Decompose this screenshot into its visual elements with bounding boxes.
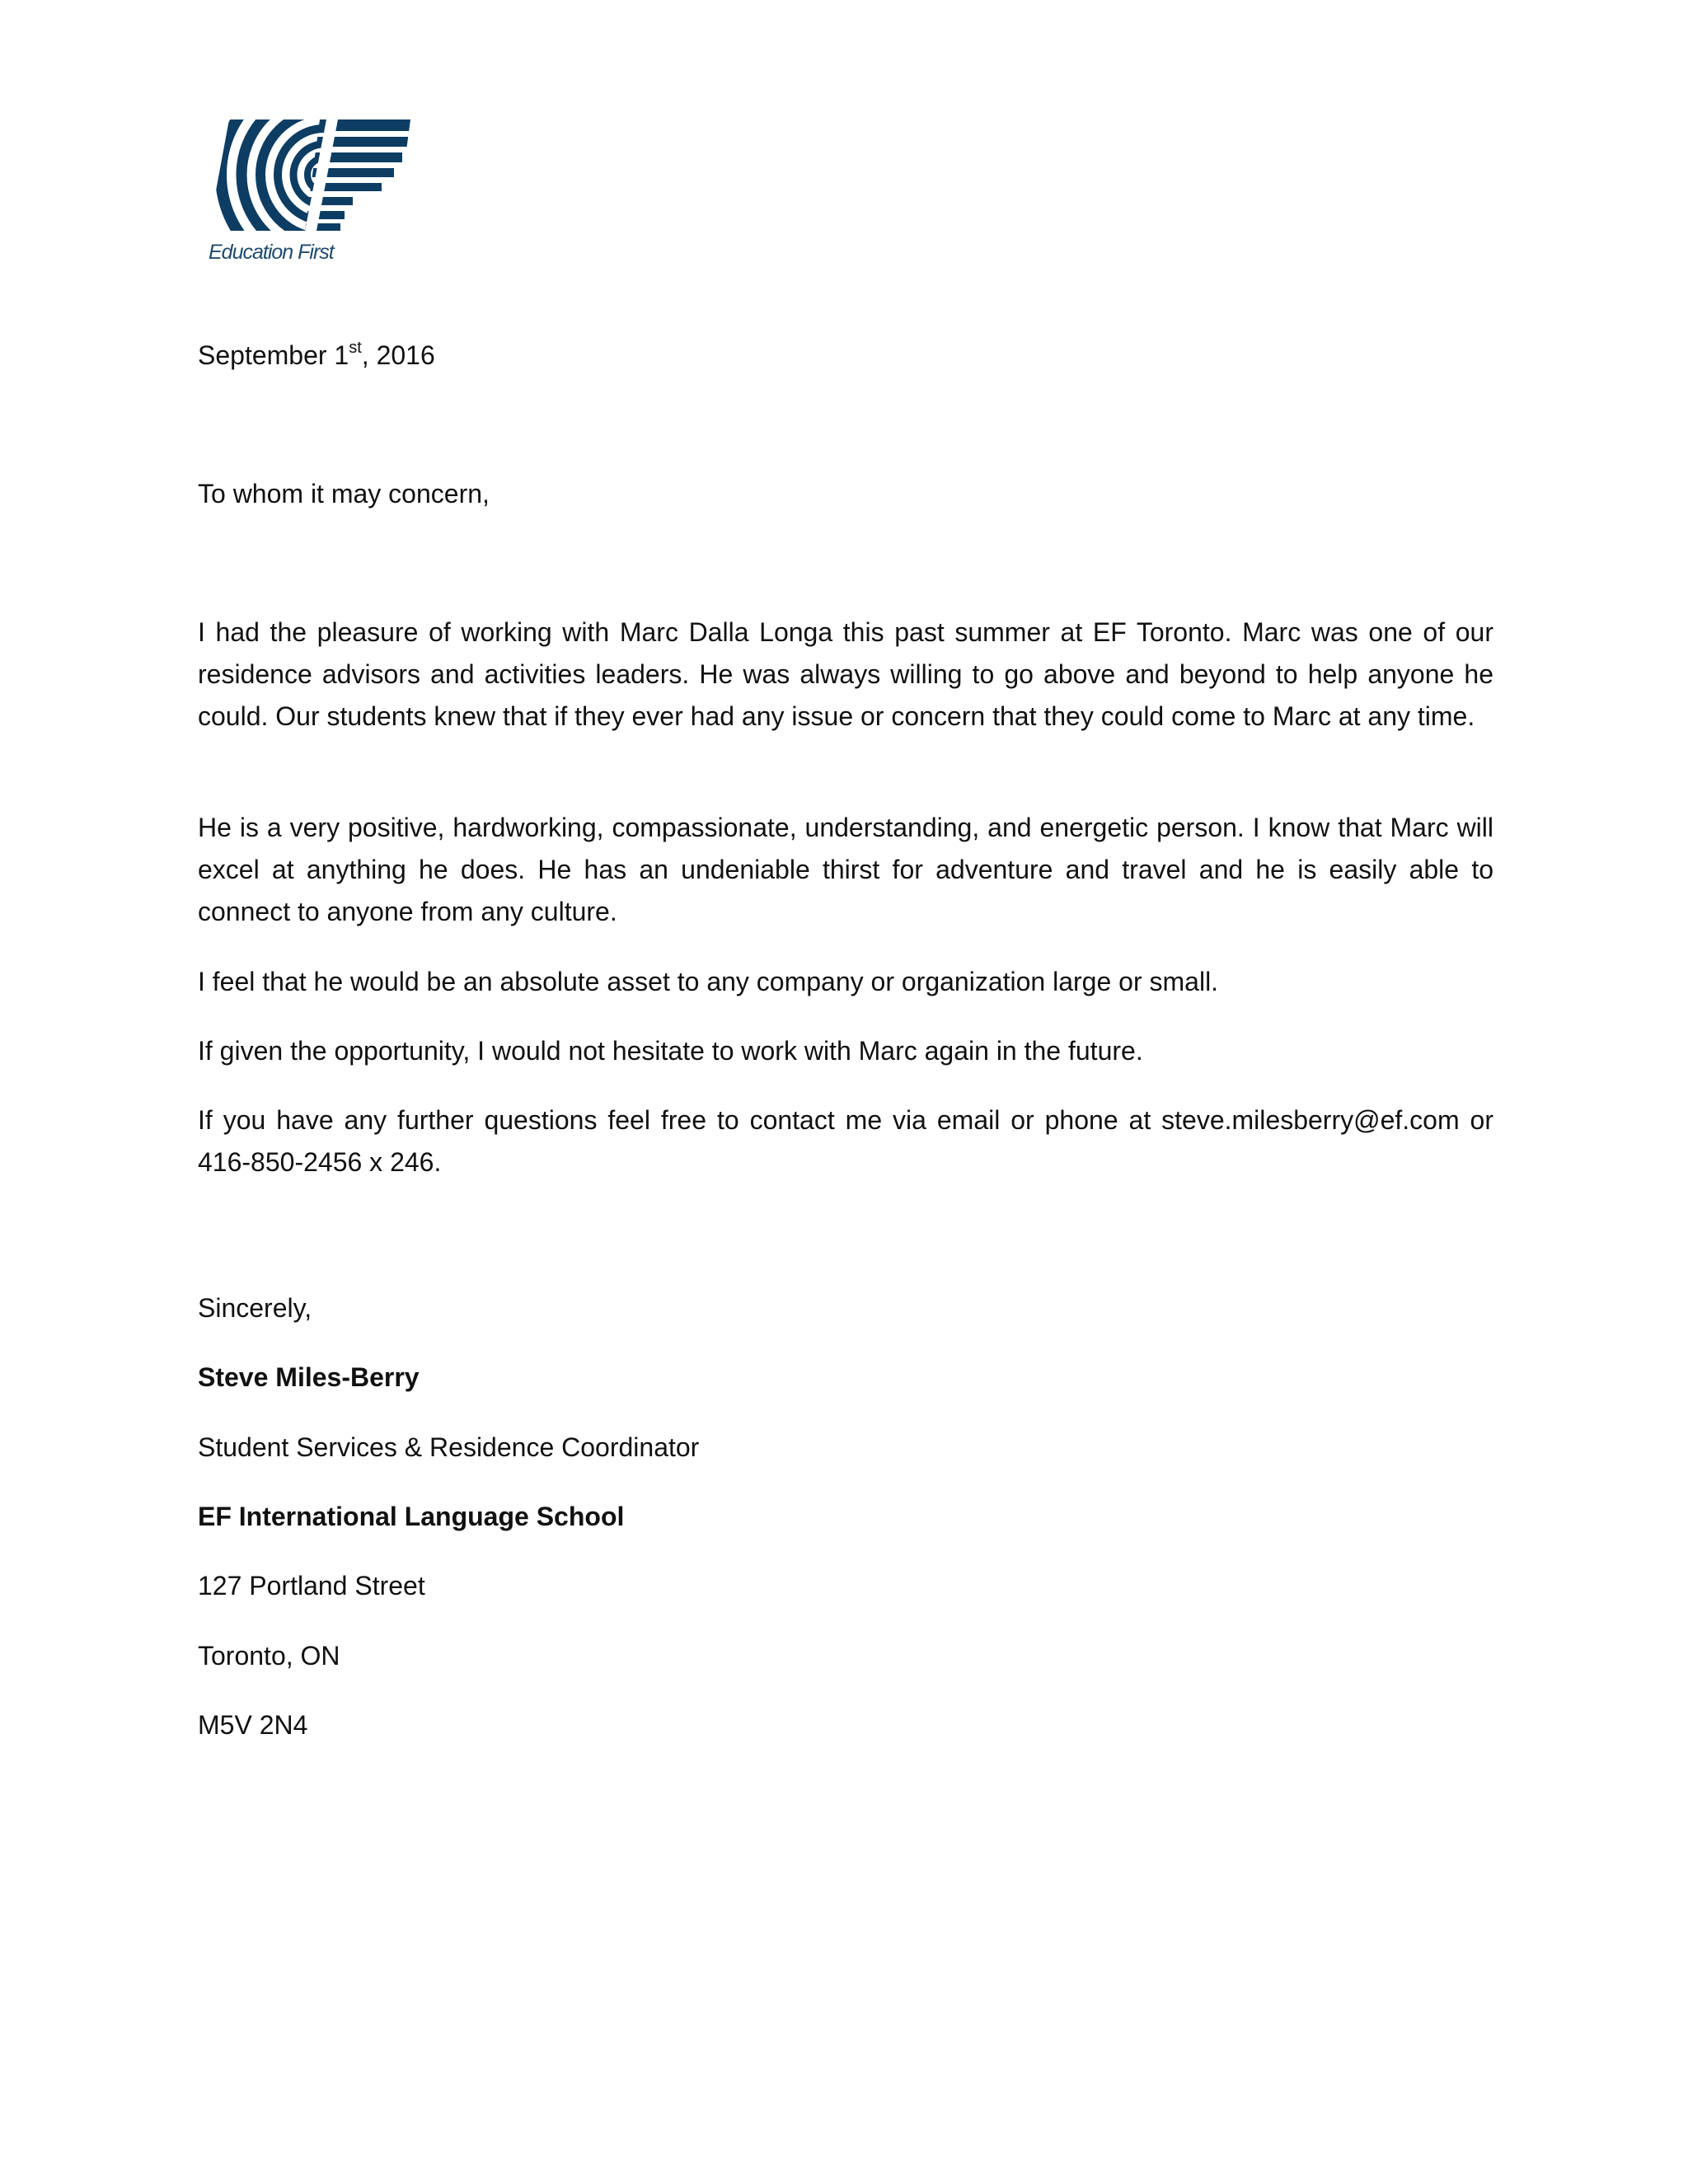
- paragraph-1: I had the pleasure of working with Marc Dalla Longa this past summer at EF Toronto. Marc was one of our residence advisors and activities leaders. He was always willing to go above and beyond to help anyone he could. Our students knew that if they ever had any issue or concern that they could come to Marc at any time.: [198, 617, 1493, 731]
- logo-caption: Education First: [209, 241, 334, 264]
- address-postal-code: M5V 2N4: [198, 1710, 308, 1740]
- organization-name: EF International Language School: [198, 1502, 625, 1531]
- letter-date: September 1st, 2016: [198, 339, 435, 370]
- salutation: To whom it may concern,: [198, 479, 490, 509]
- paragraph-3: I feel that he would be an absolute asset to any company or organization large or small.: [198, 967, 1219, 996]
- closing: Sincerely,: [198, 1293, 312, 1323]
- address-street: 127 Portland Street: [198, 1571, 425, 1601]
- paragraph-2: He is a very positive, hardworking, compassionate, understanding, and energetic person. I know that Marc will excel at anything he does. He has an undeniable thirst for adventure and travel and he is easily able to connect to anyone from any culture.: [198, 813, 1493, 926]
- signer-name: Steve Miles-Berry: [198, 1362, 420, 1392]
- signer-title: Student Services & Residence Coordinator: [198, 1432, 700, 1462]
- paragraph-4: If given the opportunity, I would not hesitate to work with Marc again in the future.: [198, 1036, 1143, 1066]
- paragraph-5: If you have any further questions feel free to contact me via email or phone at steve.milesberry@ef.com or 416-850-2456 x 246.: [198, 1105, 1493, 1177]
- address-city: Toronto, ON: [198, 1641, 340, 1671]
